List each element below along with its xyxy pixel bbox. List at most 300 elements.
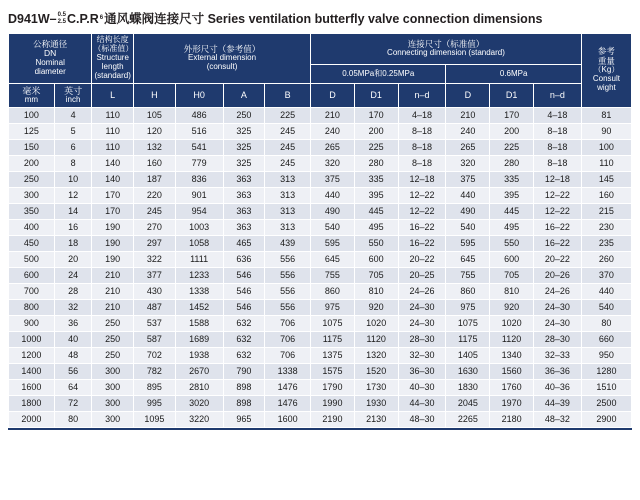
header-unit-mm-en: mm bbox=[24, 94, 39, 104]
table-cell: 1476 bbox=[265, 395, 311, 411]
table-cell: 1120 bbox=[490, 331, 534, 347]
table-cell: 1075 bbox=[446, 315, 490, 331]
table-cell: 325 bbox=[223, 123, 265, 139]
table-cell: 225 bbox=[354, 139, 398, 155]
table-cell: 335 bbox=[354, 171, 398, 187]
table-cell: 16–22 bbox=[398, 219, 446, 235]
table-cell: 898 bbox=[223, 395, 265, 411]
table-cell: 110 bbox=[92, 139, 134, 155]
table-cell: 280 bbox=[490, 155, 534, 171]
table-cell: 1020 bbox=[490, 315, 534, 331]
table-cell: 245 bbox=[134, 203, 176, 219]
table-cell: 110 bbox=[92, 107, 134, 123]
table-cell: 1000 bbox=[9, 331, 55, 347]
table-cell: 297 bbox=[134, 235, 176, 251]
title-en: Series ventilation butterfly valve connection dimensions bbox=[207, 12, 543, 26]
bottom-rule bbox=[8, 428, 632, 430]
table-cell: 363 bbox=[223, 219, 265, 235]
header-col-L: L bbox=[92, 83, 134, 107]
table-cell: 72 bbox=[54, 395, 92, 411]
table-cell: 350 bbox=[9, 203, 55, 219]
table-cell: 313 bbox=[265, 219, 311, 235]
table-cell: 210 bbox=[92, 283, 134, 299]
table-cell: 1338 bbox=[265, 363, 311, 379]
page-title bbox=[0, 0, 640, 33]
table-cell: 16 bbox=[54, 219, 92, 235]
table-cell: 1600 bbox=[265, 411, 311, 427]
table-cell: 550 bbox=[490, 235, 534, 251]
table-cell: 1452 bbox=[175, 299, 223, 315]
table-cell: 265 bbox=[311, 139, 355, 155]
table-cell: 145 bbox=[581, 171, 631, 187]
table-cell: 225 bbox=[265, 107, 311, 123]
table-cell: 28–30 bbox=[398, 331, 446, 347]
table-row bbox=[9, 235, 632, 251]
table-cell: 2000 bbox=[9, 411, 55, 427]
table-cell: 363 bbox=[223, 187, 265, 203]
table-cell: 1111 bbox=[175, 251, 223, 267]
table-cell: 313 bbox=[265, 171, 311, 187]
title-fraction-2-bottom: 6 bbox=[99, 15, 104, 22]
table-cell: 755 bbox=[311, 267, 355, 283]
table-cell: 706 bbox=[265, 315, 311, 331]
table-cell: 320 bbox=[446, 155, 490, 171]
table-cell: 48–32 bbox=[533, 411, 581, 427]
table-cell: 40–36 bbox=[533, 379, 581, 395]
header-pressure-group-1: 0.05MPa和0.25MPa bbox=[311, 65, 446, 84]
table-cell: 230 bbox=[581, 219, 631, 235]
table-body bbox=[9, 107, 632, 427]
header-structure-length bbox=[92, 34, 134, 84]
table-cell: 170 bbox=[92, 187, 134, 203]
header-col-D-2: D bbox=[446, 83, 490, 107]
table-cell: 1990 bbox=[311, 395, 355, 411]
table-cell: 24–26 bbox=[398, 283, 446, 299]
table-cell: 1075 bbox=[311, 315, 355, 331]
table-cell: 595 bbox=[311, 235, 355, 251]
table-cell: 24–30 bbox=[398, 315, 446, 331]
table-cell: 2045 bbox=[446, 395, 490, 411]
table-header bbox=[9, 34, 632, 108]
header-external-dimension-en2: (consult) bbox=[206, 62, 238, 72]
table-cell: 546 bbox=[223, 267, 265, 283]
table-cell: 16–22 bbox=[533, 219, 581, 235]
table-cell: 755 bbox=[446, 267, 490, 283]
table-cell: 860 bbox=[446, 283, 490, 299]
header-col-A: A bbox=[223, 83, 265, 107]
table-cell: 706 bbox=[265, 331, 311, 347]
table-cell: 100 bbox=[581, 139, 631, 155]
header-unit-inch-cn: 英寸 bbox=[64, 85, 83, 96]
table-cell: 1689 bbox=[175, 331, 223, 347]
header-col-H0: H0 bbox=[175, 83, 223, 107]
header-structure-length-en2: length bbox=[101, 61, 124, 71]
table-cell: 920 bbox=[490, 299, 534, 315]
table-cell: 313 bbox=[265, 203, 311, 219]
table-cell: 540 bbox=[311, 219, 355, 235]
table-cell: 48–30 bbox=[398, 411, 446, 427]
table-cell: 250 bbox=[92, 331, 134, 347]
table-cell: 12–22 bbox=[398, 203, 446, 219]
table-cell: 40–30 bbox=[398, 379, 446, 395]
table-cell: 245 bbox=[265, 139, 311, 155]
table-cell: 16–22 bbox=[398, 235, 446, 251]
table-cell: 1200 bbox=[9, 347, 55, 363]
table-cell: 1630 bbox=[446, 363, 490, 379]
title-fraction-1-top: 0.5 bbox=[57, 12, 66, 19]
table-cell: 1020 bbox=[354, 315, 398, 331]
table-row bbox=[9, 283, 632, 299]
table-cell: 190 bbox=[92, 235, 134, 251]
table-cell: 500 bbox=[9, 251, 55, 267]
table-cell: 8–18 bbox=[533, 123, 581, 139]
table-cell: 24–26 bbox=[533, 283, 581, 299]
table-cell: 3020 bbox=[175, 395, 223, 411]
header-row-3 bbox=[9, 83, 632, 107]
table-cell: 546 bbox=[223, 299, 265, 315]
table-cell: 32–33 bbox=[533, 347, 581, 363]
table-cell: 486 bbox=[175, 107, 223, 123]
table-cell: 210 bbox=[446, 107, 490, 123]
header-external-dimension-cn: 外形尺寸（参考值） bbox=[183, 43, 261, 54]
header-unit-mm bbox=[9, 83, 55, 107]
header-reference-weight-en3: wight bbox=[597, 83, 616, 93]
table-cell: 120 bbox=[134, 123, 176, 139]
table-row bbox=[9, 203, 632, 219]
table-cell: 440 bbox=[581, 283, 631, 299]
table-cell: 170 bbox=[490, 107, 534, 123]
table-cell: 900 bbox=[9, 315, 55, 331]
table-cell: 495 bbox=[490, 219, 534, 235]
header-unit-inch bbox=[54, 83, 92, 107]
table-cell: 1320 bbox=[354, 347, 398, 363]
table-cell: 546 bbox=[223, 283, 265, 299]
table-cell: 395 bbox=[354, 187, 398, 203]
table-cell: 190 bbox=[92, 251, 134, 267]
table-cell: 400 bbox=[9, 219, 55, 235]
table-cell: 12 bbox=[54, 187, 92, 203]
table-cell: 2190 bbox=[311, 411, 355, 427]
header-pressure-group-2: 0.6MPa bbox=[446, 65, 581, 84]
table-row bbox=[9, 315, 632, 331]
table-cell: 810 bbox=[354, 283, 398, 299]
table-cell: 250 bbox=[223, 107, 265, 123]
table-cell: 1400 bbox=[9, 363, 55, 379]
table-cell: 901 bbox=[175, 187, 223, 203]
table-cell: 12–22 bbox=[398, 187, 446, 203]
table-cell: 28–30 bbox=[533, 331, 581, 347]
table-cell: 836 bbox=[175, 171, 223, 187]
table-cell: 556 bbox=[265, 251, 311, 267]
table-cell: 995 bbox=[134, 395, 176, 411]
header-col-D1-2: D1 bbox=[490, 83, 534, 107]
table-cell: 170 bbox=[92, 203, 134, 219]
table-cell: 20–26 bbox=[533, 267, 581, 283]
table-cell: 64 bbox=[54, 379, 92, 395]
table-cell: 1600 bbox=[9, 379, 55, 395]
table-cell: 1375 bbox=[311, 347, 355, 363]
table-cell: 160 bbox=[581, 187, 631, 203]
table-cell: 706 bbox=[265, 347, 311, 363]
header-nominal-diameter-cn: 公称通径 bbox=[33, 38, 68, 49]
table-cell: 445 bbox=[354, 203, 398, 219]
table-cell: 6 bbox=[54, 139, 92, 155]
table-row bbox=[9, 139, 632, 155]
table-row bbox=[9, 347, 632, 363]
table-cell: 375 bbox=[311, 171, 355, 187]
table-cell: 20–25 bbox=[398, 267, 446, 283]
table-cell: 595 bbox=[446, 235, 490, 251]
table-cell: 140 bbox=[92, 155, 134, 171]
table-cell: 2810 bbox=[175, 379, 223, 395]
table-row bbox=[9, 155, 632, 171]
title-p: P bbox=[79, 12, 87, 26]
title-cn: 通风蝶阀连接尺寸 bbox=[104, 12, 205, 26]
table-cell: 920 bbox=[354, 299, 398, 315]
table-cell: 250 bbox=[92, 315, 134, 331]
table-cell: 1338 bbox=[175, 283, 223, 299]
table-cell: 1095 bbox=[134, 411, 176, 427]
table-cell: 895 bbox=[134, 379, 176, 395]
header-connecting-dimension-en: Connecting dimension (standard) bbox=[387, 48, 505, 58]
table-cell: 32 bbox=[54, 299, 92, 315]
table-cell: 975 bbox=[446, 299, 490, 315]
table-cell: 105 bbox=[134, 107, 176, 123]
table-cell: 1970 bbox=[490, 395, 534, 411]
table-cell: 200 bbox=[354, 123, 398, 139]
table-cell: 705 bbox=[354, 267, 398, 283]
table-cell: 210 bbox=[92, 267, 134, 283]
table-cell: 600 bbox=[354, 251, 398, 267]
header-connecting-dimension-cn: 连接尺寸（标准值） bbox=[407, 38, 485, 49]
table-row bbox=[9, 267, 632, 283]
table-cell: 975 bbox=[311, 299, 355, 315]
table-cell: 4–18 bbox=[533, 107, 581, 123]
table-cell: 36–30 bbox=[398, 363, 446, 379]
table-cell: 225 bbox=[490, 139, 534, 155]
table-row bbox=[9, 171, 632, 187]
table-cell: 898 bbox=[223, 379, 265, 395]
table-cell: 36–36 bbox=[533, 363, 581, 379]
table-cell: 954 bbox=[175, 203, 223, 219]
table-cell: 245 bbox=[265, 123, 311, 139]
table-cell: 220 bbox=[134, 187, 176, 203]
table-cell: 2900 bbox=[581, 411, 631, 427]
table-cell: 8 bbox=[54, 155, 92, 171]
table-cell: 300 bbox=[92, 363, 134, 379]
title-mid: C bbox=[66, 12, 77, 26]
table-cell: 445 bbox=[490, 203, 534, 219]
table-cell: 1730 bbox=[354, 379, 398, 395]
table-cell: 44–39 bbox=[533, 395, 581, 411]
table-cell: 56 bbox=[54, 363, 92, 379]
header-col-B: B bbox=[265, 83, 311, 107]
table-cell: 1930 bbox=[354, 395, 398, 411]
table-cell: 20–22 bbox=[398, 251, 446, 267]
title-fraction-1-bottom: 2.5 bbox=[57, 18, 66, 25]
table-cell: 540 bbox=[446, 219, 490, 235]
table-cell: 2265 bbox=[446, 411, 490, 427]
table-row bbox=[9, 331, 632, 347]
table-cell: 1175 bbox=[446, 331, 490, 347]
table-cell: 170 bbox=[354, 107, 398, 123]
header-unit-mm-cn: 毫米 bbox=[22, 85, 41, 96]
table-cell: 335 bbox=[490, 171, 534, 187]
table-cell: 363 bbox=[223, 171, 265, 187]
header-col-D1-1: D1 bbox=[354, 83, 398, 107]
table-row bbox=[9, 299, 632, 315]
table-cell: 81 bbox=[581, 107, 631, 123]
table-cell: 1280 bbox=[581, 363, 631, 379]
table-cell: 1588 bbox=[175, 315, 223, 331]
table-cell: 1175 bbox=[311, 331, 355, 347]
table-cell: 40 bbox=[54, 331, 92, 347]
table-cell: 250 bbox=[92, 347, 134, 363]
table-cell: 495 bbox=[354, 219, 398, 235]
table-cell: 1510 bbox=[581, 379, 631, 395]
table-cell: 2130 bbox=[354, 411, 398, 427]
table-cell: 270 bbox=[134, 219, 176, 235]
table-cell: 245 bbox=[265, 155, 311, 171]
table-cell: 377 bbox=[134, 267, 176, 283]
table-cell: 4 bbox=[54, 107, 92, 123]
table-cell: 322 bbox=[134, 251, 176, 267]
table-cell: 320 bbox=[311, 155, 355, 171]
table-cell: 1058 bbox=[175, 235, 223, 251]
header-structure-length-cn: 结构长度 bbox=[96, 35, 129, 44]
table-cell: 2670 bbox=[175, 363, 223, 379]
table-cell: 100 bbox=[9, 107, 55, 123]
table-cell: 3220 bbox=[175, 411, 223, 427]
table-cell: 24 bbox=[54, 267, 92, 283]
table-cell: 2180 bbox=[490, 411, 534, 427]
table-cell: 300 bbox=[9, 187, 55, 203]
header-reference-weight-en: （Kg） bbox=[593, 65, 620, 75]
table-cell: 1003 bbox=[175, 219, 223, 235]
table-cell: 1476 bbox=[265, 379, 311, 395]
table-cell: 12–18 bbox=[533, 171, 581, 187]
table-cell: 541 bbox=[175, 139, 223, 155]
header-external-dimension-en: External dimension bbox=[188, 53, 257, 63]
table-cell: 80 bbox=[54, 411, 92, 427]
table-cell: 8–18 bbox=[533, 139, 581, 155]
table-cell: 439 bbox=[265, 235, 311, 251]
table-cell: 12–18 bbox=[398, 171, 446, 187]
table-cell: 702 bbox=[134, 347, 176, 363]
table-cell: 1575 bbox=[311, 363, 355, 379]
table-cell: 632 bbox=[223, 331, 265, 347]
header-structure-length-en3: (standard) bbox=[94, 70, 131, 80]
table-cell: 537 bbox=[134, 315, 176, 331]
table-cell: 24–30 bbox=[533, 315, 581, 331]
table-cell: 325 bbox=[223, 155, 265, 171]
table-cell: 395 bbox=[490, 187, 534, 203]
header-nominal-diameter-en: Nominal bbox=[35, 57, 65, 67]
table-row bbox=[9, 363, 632, 379]
table-cell: 132 bbox=[134, 139, 176, 155]
table-cell: 782 bbox=[134, 363, 176, 379]
table-cell: 490 bbox=[311, 203, 355, 219]
table-cell: 110 bbox=[92, 123, 134, 139]
table-cell: 44–30 bbox=[398, 395, 446, 411]
table-cell: 1830 bbox=[446, 379, 490, 395]
table-cell: 430 bbox=[134, 283, 176, 299]
table-cell: 250 bbox=[9, 171, 55, 187]
table-cell: 465 bbox=[223, 235, 265, 251]
table-cell: 779 bbox=[175, 155, 223, 171]
table-cell: 516 bbox=[175, 123, 223, 139]
table-cell: 1560 bbox=[490, 363, 534, 379]
table-cell: 20–22 bbox=[533, 251, 581, 267]
table-cell: 325 bbox=[223, 139, 265, 155]
table-row bbox=[9, 251, 632, 267]
header-col-nd-2: n–d bbox=[533, 83, 581, 107]
table-cell: 860 bbox=[311, 283, 355, 299]
table-cell: 950 bbox=[581, 347, 631, 363]
header-col-D-1: D bbox=[311, 83, 355, 107]
table-cell: 1800 bbox=[9, 395, 55, 411]
table-cell: 300 bbox=[92, 379, 134, 395]
table-cell: 265 bbox=[446, 139, 490, 155]
title-sep-2: . bbox=[86, 12, 90, 26]
table-cell: 260 bbox=[581, 251, 631, 267]
table-cell: 28 bbox=[54, 283, 92, 299]
table-cell: 600 bbox=[490, 251, 534, 267]
header-connecting-dimension bbox=[311, 34, 582, 65]
header-nominal-diameter-code: DN bbox=[44, 48, 57, 59]
table-cell: 660 bbox=[581, 331, 631, 347]
header-col-nd-1: n–d bbox=[398, 83, 446, 107]
table-cell: 190 bbox=[92, 219, 134, 235]
table-cell: 48 bbox=[54, 347, 92, 363]
table-cell: 20 bbox=[54, 251, 92, 267]
table-cell: 440 bbox=[446, 187, 490, 203]
table-cell: 8–18 bbox=[398, 155, 446, 171]
title-sep-1: . bbox=[76, 12, 80, 26]
table-cell: 150 bbox=[9, 139, 55, 155]
table-row bbox=[9, 411, 632, 427]
header-external-dimension bbox=[134, 34, 311, 84]
table-cell: 235 bbox=[581, 235, 631, 251]
table-cell: 705 bbox=[490, 267, 534, 283]
title-fraction-1 bbox=[58, 12, 66, 25]
table-row bbox=[9, 379, 632, 395]
table-cell: 1405 bbox=[446, 347, 490, 363]
table-cell: 110 bbox=[581, 155, 631, 171]
specification-table bbox=[8, 33, 632, 428]
table-cell: 632 bbox=[223, 315, 265, 331]
table-cell: 90 bbox=[581, 123, 631, 139]
table-cell: 8–18 bbox=[533, 155, 581, 171]
table-cell: 550 bbox=[354, 235, 398, 251]
table-cell: 210 bbox=[92, 299, 134, 315]
table-row bbox=[9, 107, 632, 123]
table-cell: 1340 bbox=[490, 347, 534, 363]
table-cell: 965 bbox=[223, 411, 265, 427]
table-cell: 487 bbox=[134, 299, 176, 315]
table-cell: 24–30 bbox=[398, 299, 446, 315]
table-cell: 187 bbox=[134, 171, 176, 187]
table-cell: 210 bbox=[311, 107, 355, 123]
table-cell: 125 bbox=[9, 123, 55, 139]
table-cell: 12–22 bbox=[533, 203, 581, 219]
table-cell: 8–18 bbox=[398, 123, 446, 139]
table-cell: 450 bbox=[9, 235, 55, 251]
table-cell: 645 bbox=[446, 251, 490, 267]
table-cell: 80 bbox=[581, 315, 631, 331]
table-cell: 36 bbox=[54, 315, 92, 331]
table-cell: 4–18 bbox=[398, 107, 446, 123]
